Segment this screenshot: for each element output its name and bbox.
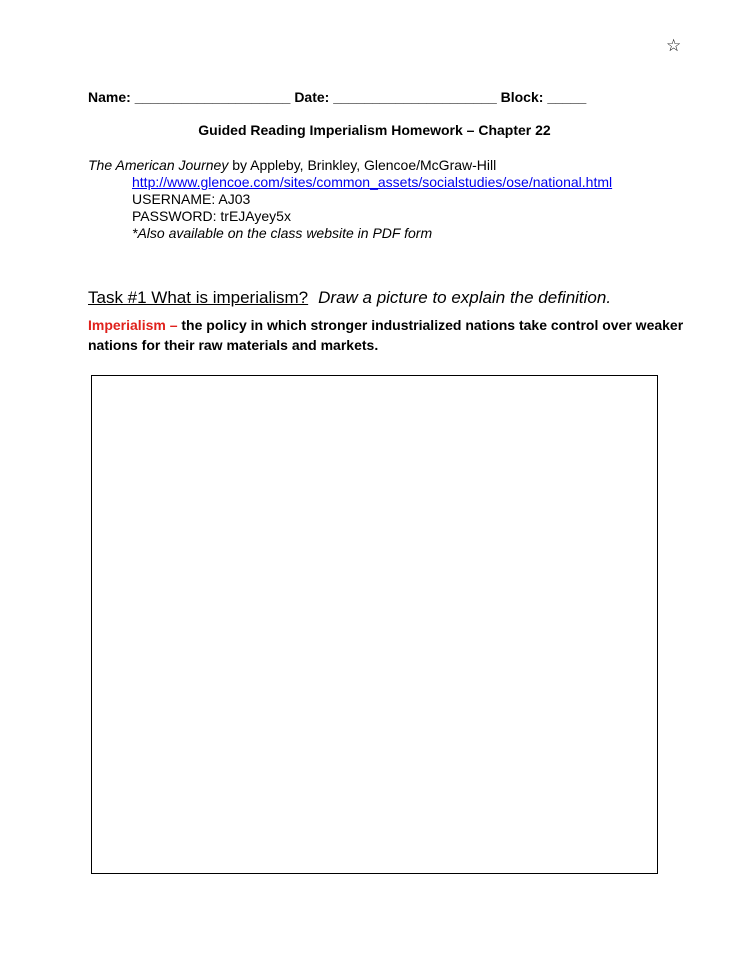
imperialism-definition — [88, 315, 688, 355]
book-title: The American Journey — [88, 157, 229, 173]
drawing-area[interactable] — [91, 375, 658, 874]
star-icon: ☆ — [666, 36, 682, 56]
student-info-line — [88, 89, 586, 105]
source-block — [88, 157, 612, 242]
task-1-heading — [88, 288, 611, 308]
task-1-label: Task #1 What is imperialism? — [88, 288, 309, 307]
name-blank[interactable]: ____________________ — [134, 89, 291, 105]
definition-term: Imperialism – — [88, 317, 178, 333]
book-publisher: by Appleby, Brinkley, Glencoe/McGraw-Hill — [228, 157, 497, 173]
username-text: USERNAME: AJ03 — [132, 191, 251, 207]
name-label: Name: — [88, 89, 131, 105]
task-1-instruction: Draw a picture to explain the definition. — [318, 288, 612, 307]
availability-note: *Also available on the class website in PDF form — [132, 225, 433, 241]
definition-text: the policy in which stronger industrialized nations take control over weaker nations for their raw materials and markets. — [88, 317, 684, 353]
date-label: Date: — [294, 89, 330, 105]
date-blank[interactable]: _____________________ — [333, 89, 497, 105]
textbook-link[interactable]: http://www.glencoe.com/sites/common_assets/socialstudies/ose/national.html — [132, 174, 613, 190]
page-title: Guided Reading Imperialism Homework – Chapter 22 — [198, 122, 551, 138]
password-text: PASSWORD: trEJAyey5x — [132, 208, 291, 224]
book-citation — [88, 157, 612, 174]
block-label: Block: — [500, 89, 544, 105]
block-blank[interactable]: _____ — [547, 89, 587, 105]
